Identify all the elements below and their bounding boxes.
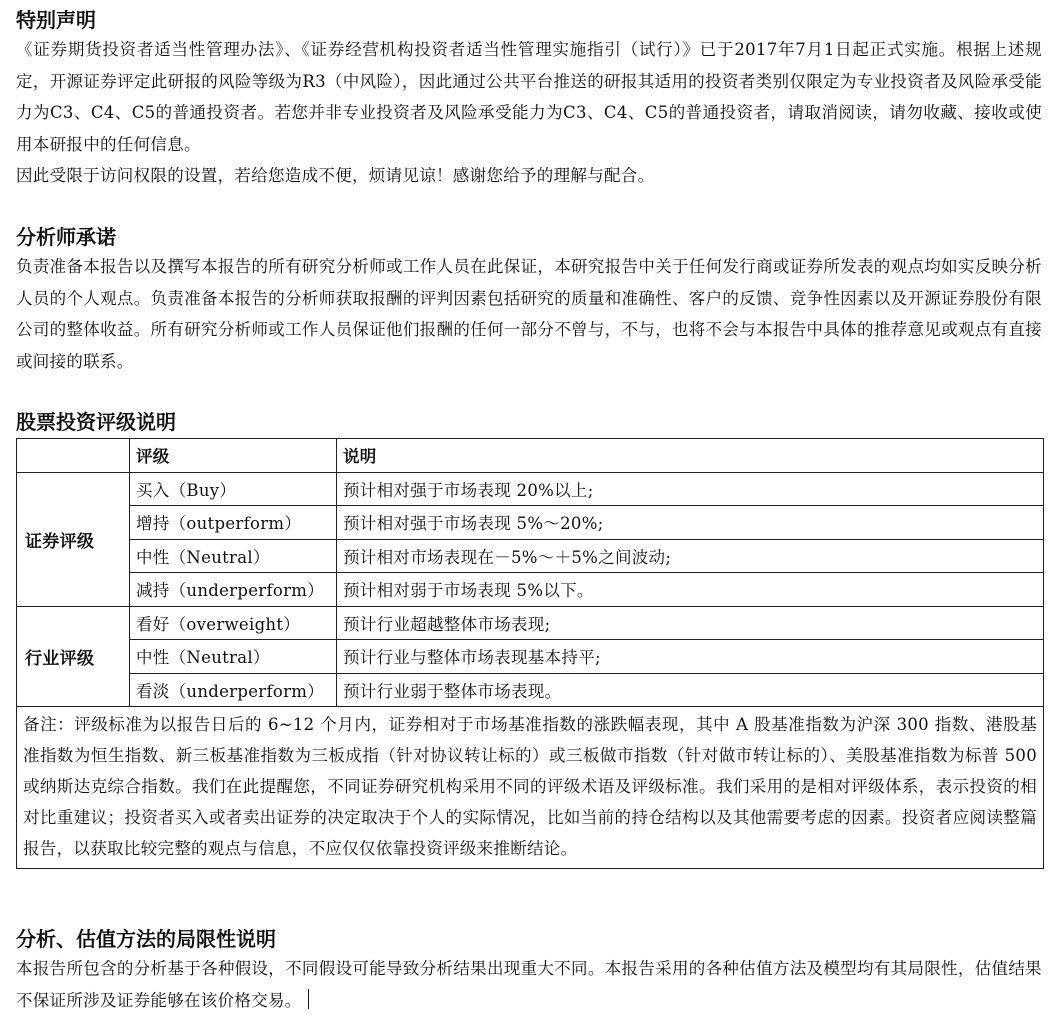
analyst-commitment-paragraph: 负责准备本报告以及撰写本报告的所有研究分析师或工作人员在此保证，本研究报告中关于任何发行商或证券所发表的观点均如实反映分析人员的个人观点。负责准备本报告的分析师获取报酬的评判因素包括研究的质量和准确性、客户的反馈、竞争性因素以及开源证券股份有限公司的整体收益。所有研究分析师或工作人员保证他们报酬的任何一部分不曾与，不与，也将不会与本报告中具体的推荐意见或观点有直接或间接的联系。	[16, 257, 1042, 371]
analyst-commitment-title: 分析师承诺	[16, 225, 116, 249]
description-cell: 预计相对强于市场表现 20%以上;	[337, 472, 1044, 506]
table-header-rating: 评级	[130, 439, 337, 473]
description-cell: 预计相对市场表现在－5%～＋5%之间波动;	[337, 539, 1044, 573]
table-row	[17, 472, 1044, 506]
table-header-row	[17, 439, 1044, 473]
rating-cell: 增持（outperform）	[130, 506, 337, 540]
rating-table	[16, 438, 1044, 869]
special-statement-paragraph: 因此受限于访问权限的设置，若给您造成不便，烦请见谅！感谢您给予的理解与配合。	[16, 166, 655, 185]
table-row	[17, 640, 1044, 674]
description-cell: 预计行业与整体市场表现基本持平;	[337, 640, 1044, 674]
table-note-row	[17, 707, 1044, 869]
rating-cell: 看好（overweight）	[130, 606, 337, 640]
table-row	[17, 606, 1044, 640]
table-header-description: 说明	[337, 439, 1044, 473]
category-cell-securities: 证券评级	[17, 472, 130, 606]
analyst-commitment-section	[16, 225, 1042, 377]
description-cell: 预计行业弱于整体市场表现。	[337, 673, 1044, 707]
special-statement-paragraph: 《证券期货投资者适当性管理办法》、《证券经营机构投资者适当性管理实施指引（试行）》已于2017年7月1日起正式实施。根据上述规定，开源证券评定此研报的风险等级为R3（中风险），因此通过公共平台推送的研报其适用的投资者类别仅限定为专业投资者及风险承受能力为C3、C4、C5的普通投资者。若您并非专业投资者及风险承受能力为C3、C4、C5的普通投资者，请取消阅读，请勿收藏、接收或使用本研报中的任何信息。	[16, 40, 1042, 154]
description-cell: 预计相对强于市场表现 5%～20%;	[337, 506, 1044, 540]
table-row	[17, 539, 1044, 573]
rating-cell: 减持（underperform）	[130, 573, 337, 607]
limitations-section	[16, 927, 1042, 1016]
table-row	[17, 573, 1044, 607]
category-cell-industry: 行业评级	[17, 606, 130, 707]
rating-note: 备注：评级标准为以报告日后的 6~12 个月内，证券相对于市场基准指数的涨跌幅表现，其中 A 股基准指数为沪深 300 指数、港股基准指数为恒生指数、新三板基准指数为三板成指（针对协议转让标的）或三板做市指数（针对做市转让标的）、美股基准指数为标普 500 或纳斯达克综合指数。我们在此提醒您，不同证券研究机构采用不同的评级术语及评级标准。我们采用的是相对评级体系，表示投资的相对比重建议；投资者买入或者卖出证券的决定取决于个人的实际情况，比如当前的持仓结构以及其他需要考虑的因素。投资者应阅读整篇报告，以获取比较完整的观点与信息，不应仅仅依靠投资评级来推断结论。	[17, 707, 1044, 869]
table-row	[17, 673, 1044, 707]
description-cell: 预计相对弱于市场表现 5%以下。	[337, 573, 1044, 607]
special-statement-section	[16, 8, 1042, 192]
rating-explanation-section	[16, 410, 1042, 869]
rating-cell: 中性（Neutral）	[130, 539, 337, 573]
table-row	[17, 506, 1044, 540]
table-header-blank	[17, 439, 130, 473]
limitations-paragraph	[16, 953, 1042, 1016]
text-cursor	[308, 989, 309, 1009]
special-statement-title: 特别声明	[16, 8, 96, 32]
limitations-title: 分析、估值方法的局限性说明	[16, 927, 276, 951]
rating-cell: 买入（Buy）	[130, 472, 337, 506]
description-cell: 预计行业超越整体市场表现;	[337, 606, 1044, 640]
rating-cell: 看淡（underperform）	[130, 673, 337, 707]
rating-cell: 中性（Neutral）	[130, 640, 337, 674]
rating-explanation-title: 股票投资评级说明	[16, 410, 176, 434]
limitations-text: 本报告所包含的分析基于各种假设，不同假设可能导致分析结果出现重大不同。本报告采用的各种估值方法及模型均有其局限性，估值结果不保证所涉及证券能够在该价格交易。	[16, 959, 1042, 1010]
